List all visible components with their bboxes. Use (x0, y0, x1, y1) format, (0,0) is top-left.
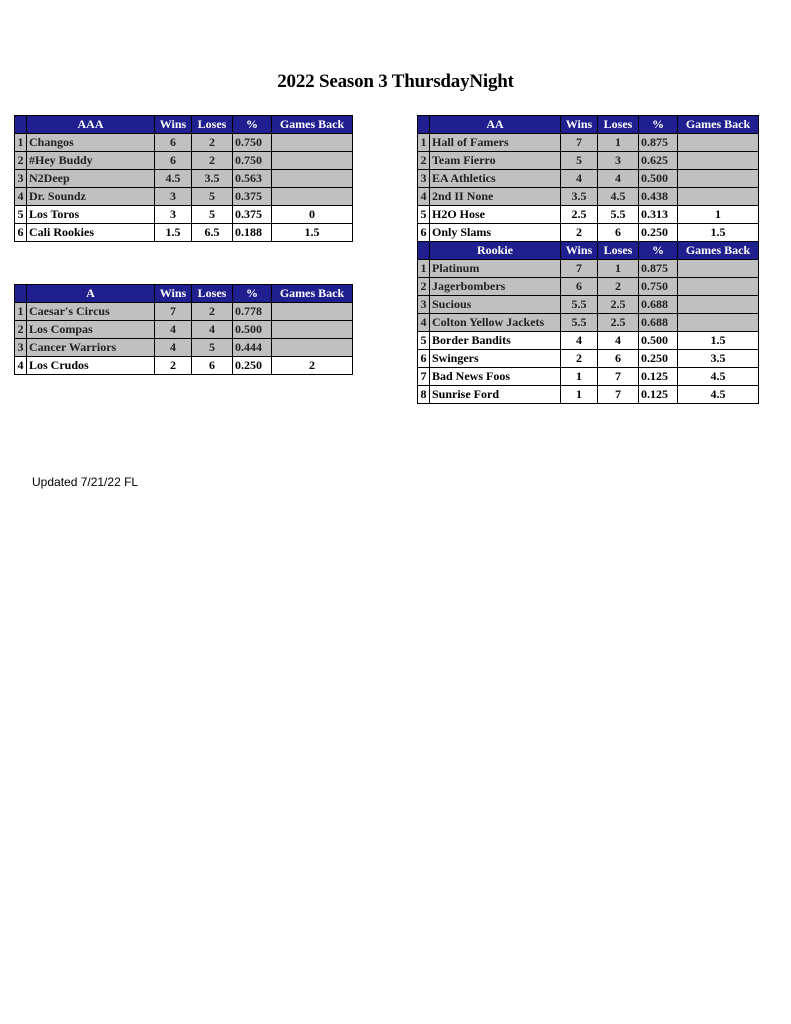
wins-header: Wins (561, 116, 598, 134)
table-body (15, 303, 353, 375)
table-row (418, 278, 759, 296)
loses-cell: 2.5 (598, 314, 639, 332)
loses-cell: 2 (598, 278, 639, 296)
wins-cell: 1 (561, 386, 598, 404)
pct-cell: 0.500 (639, 332, 678, 350)
wins-cell: 6 (561, 278, 598, 296)
loses-cell: 4.5 (598, 188, 639, 206)
table-row (418, 296, 759, 314)
table-header-row (15, 285, 353, 303)
table-row (15, 357, 353, 375)
games-back-header: Games Back (678, 116, 759, 134)
wins-cell: 7 (155, 303, 192, 321)
loses-cell: 2 (192, 134, 233, 152)
team-name-cell: Team Fierro (430, 152, 561, 170)
loses-cell: 7 (598, 368, 639, 386)
team-name-cell: #Hey Buddy (27, 152, 155, 170)
rank-header (418, 116, 430, 134)
team-name-cell: Hall of Famers (430, 134, 561, 152)
table-row (15, 339, 353, 357)
games-back-cell: 1 (678, 206, 759, 224)
rank-cell: 3 (418, 170, 430, 188)
rank-cell: 6 (15, 224, 27, 242)
team-name-cell: Platinum (430, 260, 561, 278)
team-name-cell: Los Crudos (27, 357, 155, 375)
wins-cell: 5.5 (561, 296, 598, 314)
table-body (15, 134, 353, 242)
team-name-cell: Dr. Soundz (27, 188, 155, 206)
wins-cell: 4.5 (155, 170, 192, 188)
wins-cell: 4 (561, 170, 598, 188)
pct-header: % (233, 285, 272, 303)
pct-cell: 0.688 (639, 296, 678, 314)
rank-cell: 3 (15, 170, 27, 188)
wins-cell: 3.5 (561, 188, 598, 206)
table-row (418, 170, 759, 188)
loses-header: Loses (192, 116, 233, 134)
rank-cell: 2 (15, 321, 27, 339)
team-name-cell: Colton Yellow Jackets (430, 314, 561, 332)
games-back-cell (678, 278, 759, 296)
rank-cell: 1 (418, 260, 430, 278)
pct-cell: 0.375 (233, 188, 272, 206)
games-back-cell: 1.5 (272, 224, 353, 242)
team-name-cell: 2nd II None (430, 188, 561, 206)
wins-header: Wins (155, 285, 192, 303)
table-row (15, 188, 353, 206)
games-back-cell: 3.5 (678, 350, 759, 368)
games-back-cell: 4.5 (678, 368, 759, 386)
rank-cell: 7 (418, 368, 430, 386)
loses-header: Loses (192, 285, 233, 303)
wins-cell: 4 (155, 321, 192, 339)
table-body-rookie (418, 260, 759, 404)
table-row (15, 224, 353, 242)
games-back-cell: 1.5 (678, 332, 759, 350)
wins-cell: 1 (561, 368, 598, 386)
team-name-cell: Caesar's Circus (27, 303, 155, 321)
loses-cell: 4 (598, 170, 639, 188)
pct-header: % (639, 116, 678, 134)
division-name: AAA (27, 116, 155, 134)
team-name-cell: Bad News Foos (430, 368, 561, 386)
team-name-cell: Sucious (430, 296, 561, 314)
pct-cell: 0.750 (233, 134, 272, 152)
games-back-cell: 2 (272, 357, 353, 375)
games-back-cell (272, 303, 353, 321)
games-back-header: Games Back (272, 285, 353, 303)
loses-cell: 6 (598, 350, 639, 368)
team-name-cell: Changos (27, 134, 155, 152)
loses-cell: 1 (598, 260, 639, 278)
loses-cell: 2 (192, 303, 233, 321)
rank-cell: 1 (15, 303, 27, 321)
rank-cell: 2 (15, 152, 27, 170)
games-back-header: Games Back (272, 116, 353, 134)
pct-cell: 0.375 (233, 206, 272, 224)
pct-header: % (639, 242, 678, 260)
loses-cell: 1 (598, 134, 639, 152)
page-title: 2022 Season 3 ThursdayNight (277, 71, 514, 92)
division-name: AA (430, 116, 561, 134)
wins-cell: 2.5 (561, 206, 598, 224)
table-row (418, 314, 759, 332)
table-row (15, 321, 353, 339)
loses-cell: 7 (598, 386, 639, 404)
rank-cell: 5 (15, 206, 27, 224)
updated-note: Updated 7/21/22 FL (32, 475, 139, 489)
rookie-header-body (418, 242, 759, 260)
wins-cell: 2 (561, 350, 598, 368)
loses-header: Loses (598, 116, 639, 134)
table-header-row (418, 242, 759, 260)
rank-cell: 2 (418, 152, 430, 170)
wins-cell: 3 (155, 206, 192, 224)
loses-cell: 3 (598, 152, 639, 170)
pct-cell: 0.778 (233, 303, 272, 321)
games-back-cell: 4.5 (678, 386, 759, 404)
pct-cell: 0.125 (639, 386, 678, 404)
wins-header: Wins (155, 116, 192, 134)
table-row (418, 260, 759, 278)
wins-cell: 5.5 (561, 314, 598, 332)
pct-cell: 0.125 (639, 368, 678, 386)
wins-cell: 1.5 (155, 224, 192, 242)
table-row (418, 332, 759, 350)
table-row (418, 386, 759, 404)
games-back-cell: 1.5 (678, 224, 759, 242)
games-back-cell (678, 260, 759, 278)
loses-cell: 2.5 (598, 296, 639, 314)
rank-cell: 4 (15, 188, 27, 206)
pct-header: % (233, 116, 272, 134)
pct-cell: 0.750 (233, 152, 272, 170)
wins-cell: 2 (561, 224, 598, 242)
pct-cell: 0.250 (233, 357, 272, 375)
rank-cell: 2 (418, 278, 430, 296)
team-name-cell: N2Deep (27, 170, 155, 188)
table-row (418, 368, 759, 386)
table-header-row (418, 116, 759, 134)
loses-cell: 3.5 (192, 170, 233, 188)
games-back-cell (678, 152, 759, 170)
rank-cell: 5 (418, 206, 430, 224)
loses-cell: 4 (192, 321, 233, 339)
games-back-cell: 0 (272, 206, 353, 224)
team-name-cell: Only Slams (430, 224, 561, 242)
wins-cell: 6 (155, 152, 192, 170)
wins-cell: 6 (155, 134, 192, 152)
standings-table-aa-rookie (417, 115, 759, 404)
table-row (418, 224, 759, 242)
wins-cell: 4 (561, 332, 598, 350)
loses-header: Loses (598, 242, 639, 260)
games-back-cell (678, 314, 759, 332)
team-name-cell: Jagerbombers (430, 278, 561, 296)
pct-cell: 0.875 (639, 260, 678, 278)
pct-cell: 0.438 (639, 188, 678, 206)
rank-header (15, 285, 27, 303)
rank-cell: 8 (418, 386, 430, 404)
loses-cell: 4 (598, 332, 639, 350)
rank-cell: 6 (418, 350, 430, 368)
table-header-row (15, 116, 353, 134)
loses-cell: 6 (598, 224, 639, 242)
wins-cell: 3 (155, 188, 192, 206)
games-back-header: Games Back (678, 242, 759, 260)
loses-cell: 6.5 (192, 224, 233, 242)
team-name-cell: Los Compas (27, 321, 155, 339)
wins-cell: 7 (561, 134, 598, 152)
division-name: Rookie (430, 242, 561, 260)
standings-table-aaa (14, 115, 353, 242)
pct-cell: 0.250 (639, 224, 678, 242)
games-back-cell (678, 296, 759, 314)
games-back-cell (272, 188, 353, 206)
games-back-cell (272, 134, 353, 152)
games-back-cell (678, 188, 759, 206)
loses-cell: 2 (192, 152, 233, 170)
pct-cell: 0.188 (233, 224, 272, 242)
table-body-aa (418, 134, 759, 242)
table-row (418, 152, 759, 170)
pct-cell: 0.313 (639, 206, 678, 224)
games-back-cell (272, 152, 353, 170)
games-back-cell (272, 321, 353, 339)
pct-cell: 0.250 (639, 350, 678, 368)
rank-cell: 4 (15, 357, 27, 375)
rank-cell: 4 (418, 188, 430, 206)
standings-table-a (14, 284, 353, 375)
rank-cell: 3 (418, 296, 430, 314)
table-row (15, 152, 353, 170)
loses-cell: 5.5 (598, 206, 639, 224)
team-name-cell: H2O Hose (430, 206, 561, 224)
pct-cell: 0.563 (233, 170, 272, 188)
pct-cell: 0.500 (639, 170, 678, 188)
team-name-cell: Sunrise Ford (430, 386, 561, 404)
rank-cell: 4 (418, 314, 430, 332)
team-name-cell: EA Athletics (430, 170, 561, 188)
pct-cell: 0.750 (639, 278, 678, 296)
rank-cell: 6 (418, 224, 430, 242)
wins-header: Wins (561, 242, 598, 260)
pct-cell: 0.500 (233, 321, 272, 339)
pct-cell: 0.875 (639, 134, 678, 152)
table-row (418, 134, 759, 152)
games-back-cell (272, 339, 353, 357)
games-back-cell (272, 170, 353, 188)
rank-header (418, 242, 430, 260)
loses-cell: 5 (192, 188, 233, 206)
table-row (15, 206, 353, 224)
rank-header (15, 116, 27, 134)
team-name-cell: Cancer Warriors (27, 339, 155, 357)
table-row (15, 303, 353, 321)
wins-cell: 4 (155, 339, 192, 357)
loses-cell: 6 (192, 357, 233, 375)
team-name-cell: Border Bandits (430, 332, 561, 350)
wins-cell: 2 (155, 357, 192, 375)
rank-cell: 1 (418, 134, 430, 152)
loses-cell: 5 (192, 206, 233, 224)
table-row (418, 206, 759, 224)
table-row (15, 134, 353, 152)
division-name: A (27, 285, 155, 303)
table-row (418, 350, 759, 368)
wins-cell: 5 (561, 152, 598, 170)
loses-cell: 5 (192, 339, 233, 357)
pct-cell: 0.444 (233, 339, 272, 357)
pct-cell: 0.625 (639, 152, 678, 170)
games-back-cell (678, 170, 759, 188)
team-name-cell: Swingers (430, 350, 561, 368)
team-name-cell: Cali Rookies (27, 224, 155, 242)
pct-cell: 0.688 (639, 314, 678, 332)
team-name-cell: Los Toros (27, 206, 155, 224)
wins-cell: 7 (561, 260, 598, 278)
rank-cell: 5 (418, 332, 430, 350)
table-row (418, 188, 759, 206)
rank-cell: 3 (15, 339, 27, 357)
rank-cell: 1 (15, 134, 27, 152)
table-row (15, 170, 353, 188)
games-back-cell (678, 134, 759, 152)
